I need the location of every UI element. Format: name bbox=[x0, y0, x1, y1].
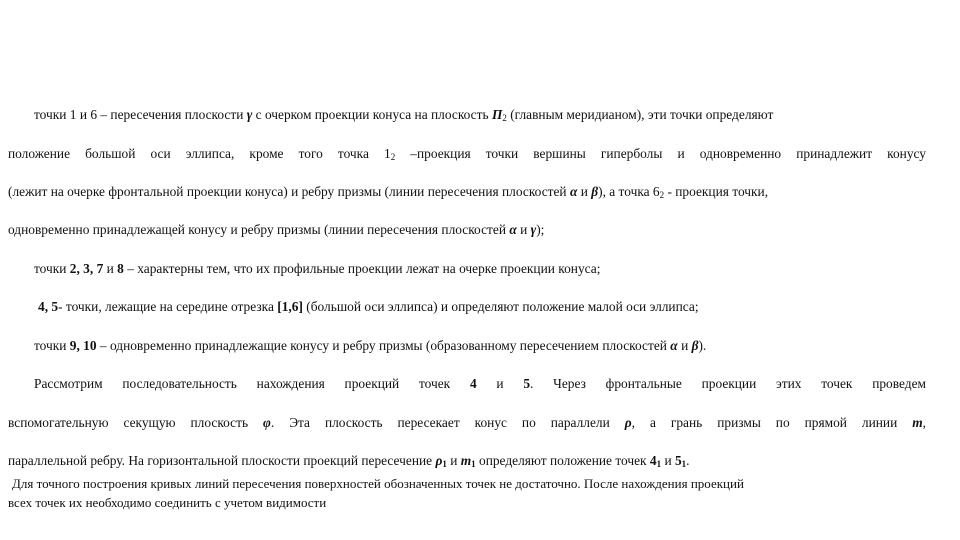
symbol-plane-p: П bbox=[491, 107, 503, 122]
text-run: Рассмотрим последовательность нахождения проекций точек bbox=[34, 376, 470, 391]
subscript: 1 bbox=[656, 459, 662, 469]
subscript: 1 bbox=[471, 459, 476, 469]
paragraph-line-7 bbox=[8, 338, 926, 354]
paragraph-line-12 bbox=[8, 495, 926, 511]
symbol-phi: φ bbox=[263, 415, 271, 430]
text-run: , bbox=[922, 415, 927, 430]
text-run: и bbox=[577, 184, 592, 199]
text-run: и bbox=[476, 376, 524, 391]
text-run: (главным меридианом), эти точки определяют bbox=[506, 107, 774, 122]
text-run: ); bbox=[536, 222, 545, 237]
paragraph-line-2 bbox=[8, 146, 926, 162]
text-run: всех точек их необходимо соединить с учетом видимости bbox=[8, 495, 327, 510]
paragraph-line-9 bbox=[8, 415, 926, 431]
subscript: 1 bbox=[442, 459, 447, 469]
text-run: точки 1 и 6 – пересечения плоскости bbox=[34, 107, 247, 122]
symbol-m: m bbox=[912, 415, 923, 430]
bold-points: 4 bbox=[469, 376, 477, 391]
paragraph-line-8 bbox=[8, 376, 926, 392]
text-run: положение большой оси эллипса, кроме того точка 1 bbox=[8, 146, 391, 161]
symbol-beta: β bbox=[591, 184, 599, 199]
text-run: и bbox=[103, 261, 118, 276]
symbol-alpha: α bbox=[670, 338, 678, 353]
text-run: Для точного построения кривых линий пересечения поверхностей обозначенных точек не достаточно. После нахождения проекций bbox=[12, 476, 744, 491]
symbol-gamma: γ bbox=[246, 107, 253, 122]
text-run: ), а точка 6 bbox=[598, 184, 660, 199]
paragraph-line-6 bbox=[8, 299, 926, 315]
bold-points: 4 bbox=[649, 453, 657, 468]
text-run: определяют положение точек bbox=[475, 453, 650, 468]
paragraph-line-3 bbox=[8, 184, 926, 200]
symbol-m: m bbox=[460, 453, 472, 468]
symbol-rho: ρ bbox=[624, 415, 632, 430]
text-run: . Через фронтальные проекции этих точек проведем bbox=[530, 376, 926, 391]
text-run: (лежит на очерке фронтальной проекции конуса) и ребру призмы (линии пересечения плоскостей bbox=[8, 184, 570, 199]
text-run: и bbox=[446, 453, 461, 468]
bold-points: 8 bbox=[117, 261, 124, 276]
text-run: . Эта плоскость пересекает конус по параллели bbox=[270, 415, 625, 430]
paragraph-line-1 bbox=[8, 107, 926, 123]
text-run: –проекция точки вершины гиперболы и одновременно принадлежит конусу bbox=[395, 146, 926, 161]
bold-points: 5 bbox=[674, 453, 682, 468]
symbol-rho: ρ bbox=[435, 453, 443, 468]
text-run: вспомогательную секущую плоскость bbox=[8, 415, 264, 430]
paragraph-line-11 bbox=[8, 476, 926, 492]
subscript: 2 bbox=[659, 190, 665, 200]
symbol-beta: β bbox=[691, 338, 699, 353]
text-run: и bbox=[677, 338, 692, 353]
text-run: (большой оси эллипса) и определяют положение малой оси эллипса; bbox=[302, 299, 699, 314]
text-run: точки bbox=[34, 338, 70, 353]
subscript: 2 bbox=[390, 152, 396, 162]
subscript: 1 bbox=[681, 459, 687, 469]
text-run: параллельной ребру. На горизонтальной плоскости проекций пересечение bbox=[8, 453, 436, 468]
symbol-alpha: α bbox=[509, 222, 517, 237]
text-run: . bbox=[686, 453, 690, 468]
symbol-gamma: γ bbox=[530, 222, 537, 237]
symbol-alpha: α bbox=[569, 184, 578, 199]
text-run: ). bbox=[698, 338, 707, 353]
text-run: - точки, лежащие на середине отрезка bbox=[58, 299, 278, 314]
text-run: - проекция точки, bbox=[664, 184, 769, 199]
paragraph-line-5 bbox=[8, 261, 926, 277]
bold-points: 5 bbox=[523, 376, 531, 391]
paragraph-line-4 bbox=[8, 222, 926, 238]
subscript: 2 bbox=[502, 113, 507, 123]
text-run: – одновременно принадлежащие конусу и ребру призмы (образованному пересечением плоскостей bbox=[96, 338, 671, 353]
bold-points: 2, 3, 7 bbox=[69, 261, 104, 276]
paragraph-line-10 bbox=[8, 453, 926, 469]
text-run: и bbox=[516, 222, 531, 237]
text-run: точки bbox=[34, 261, 70, 276]
text-run: с очерком проекции конуса на плоскость bbox=[252, 107, 492, 122]
text-run: – характерны тем, что их профильные проекции лежат на очерке проекции конуса; bbox=[123, 261, 601, 276]
text-run: , а грань призмы по прямой линии bbox=[631, 415, 913, 430]
text-run: одновременно принадлежащей конусу и ребру призмы (линии пересечения плоскостей bbox=[8, 222, 510, 237]
bold-points: 4, 5 bbox=[38, 299, 59, 314]
text-run: и bbox=[661, 453, 675, 468]
bold-segment: [1,6] bbox=[277, 299, 303, 314]
bold-points: 9, 10 bbox=[69, 338, 97, 353]
